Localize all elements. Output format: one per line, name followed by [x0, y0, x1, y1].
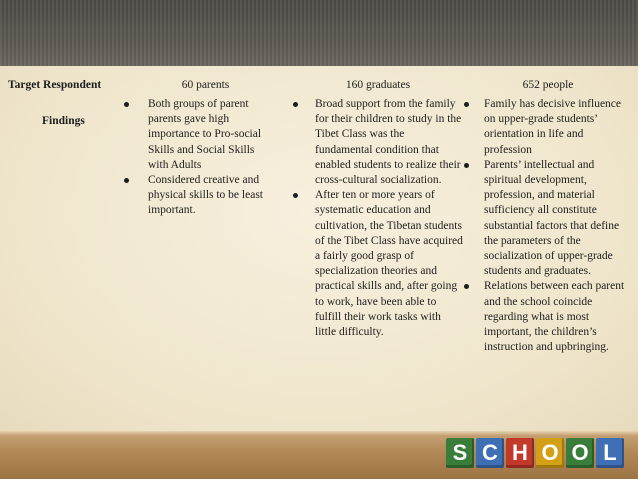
- finding-text: Both groups of parent parents gave high importance to Pro-social Skills and Social Skills with Adults: [148, 98, 262, 171]
- block-letter: H: [506, 438, 534, 468]
- list-item: [148, 97, 276, 173]
- column-heading-parents: 60 parents: [181, 79, 230, 91]
- finding-text: Family has decisive influence on upper-grade students’ orientation in life and profession: [484, 98, 622, 156]
- findings-label: Findings: [42, 115, 85, 127]
- finding-text: After ten or more years of systematic education and cultivation, the Tibetan students of the Tibet Class have acquired a fairly good grasp of specialization theories and practical skills and, after going to work, have been able to fulfill their work tasks with little difficulty.: [315, 189, 463, 339]
- bullet-icon: [293, 102, 298, 107]
- list-item: [484, 158, 632, 280]
- bullet-icon: [124, 102, 129, 107]
- block-letter: S: [446, 438, 474, 468]
- column-people: [484, 97, 632, 355]
- target-respondent-label: Target Respondent: [8, 79, 102, 91]
- column-heading-people: 652 people: [522, 79, 574, 91]
- bullet-icon: [464, 163, 469, 168]
- block-letter: O: [566, 438, 594, 468]
- column-graduates: [315, 97, 463, 340]
- column-heading-graduates: 160 graduates: [345, 79, 411, 91]
- finding-text: Parents’ intellectual and spiritual development, profession, and material sufficiency all constitute substantial factors that define the parameters of the socialization of upper-grade students and graduates.: [484, 158, 620, 278]
- list-item: [315, 97, 463, 188]
- list-item: [484, 279, 632, 355]
- finding-text: Relations between each parent and the school coincide regarding what is most important, the children’s instruction and upbringing.: [484, 280, 625, 354]
- block-letter: O: [536, 438, 564, 468]
- top-band: [0, 0, 638, 66]
- list-item: [484, 97, 632, 158]
- block-letter: C: [476, 438, 504, 468]
- list-item: [148, 173, 276, 219]
- block-letter: L: [596, 438, 624, 468]
- finding-text: Considered creative and physical skills to be least important.: [148, 174, 263, 217]
- finding-text: Broad support from the family for their children to study in the Tibet Class was the fundamental condition that enabled students to realize their cross-cultural socialization.: [315, 98, 462, 187]
- school-blocks: [446, 438, 624, 468]
- column-parents: [148, 97, 276, 219]
- bullet-icon: [124, 178, 129, 183]
- list-item: [315, 188, 463, 340]
- bullet-icon: [464, 102, 469, 107]
